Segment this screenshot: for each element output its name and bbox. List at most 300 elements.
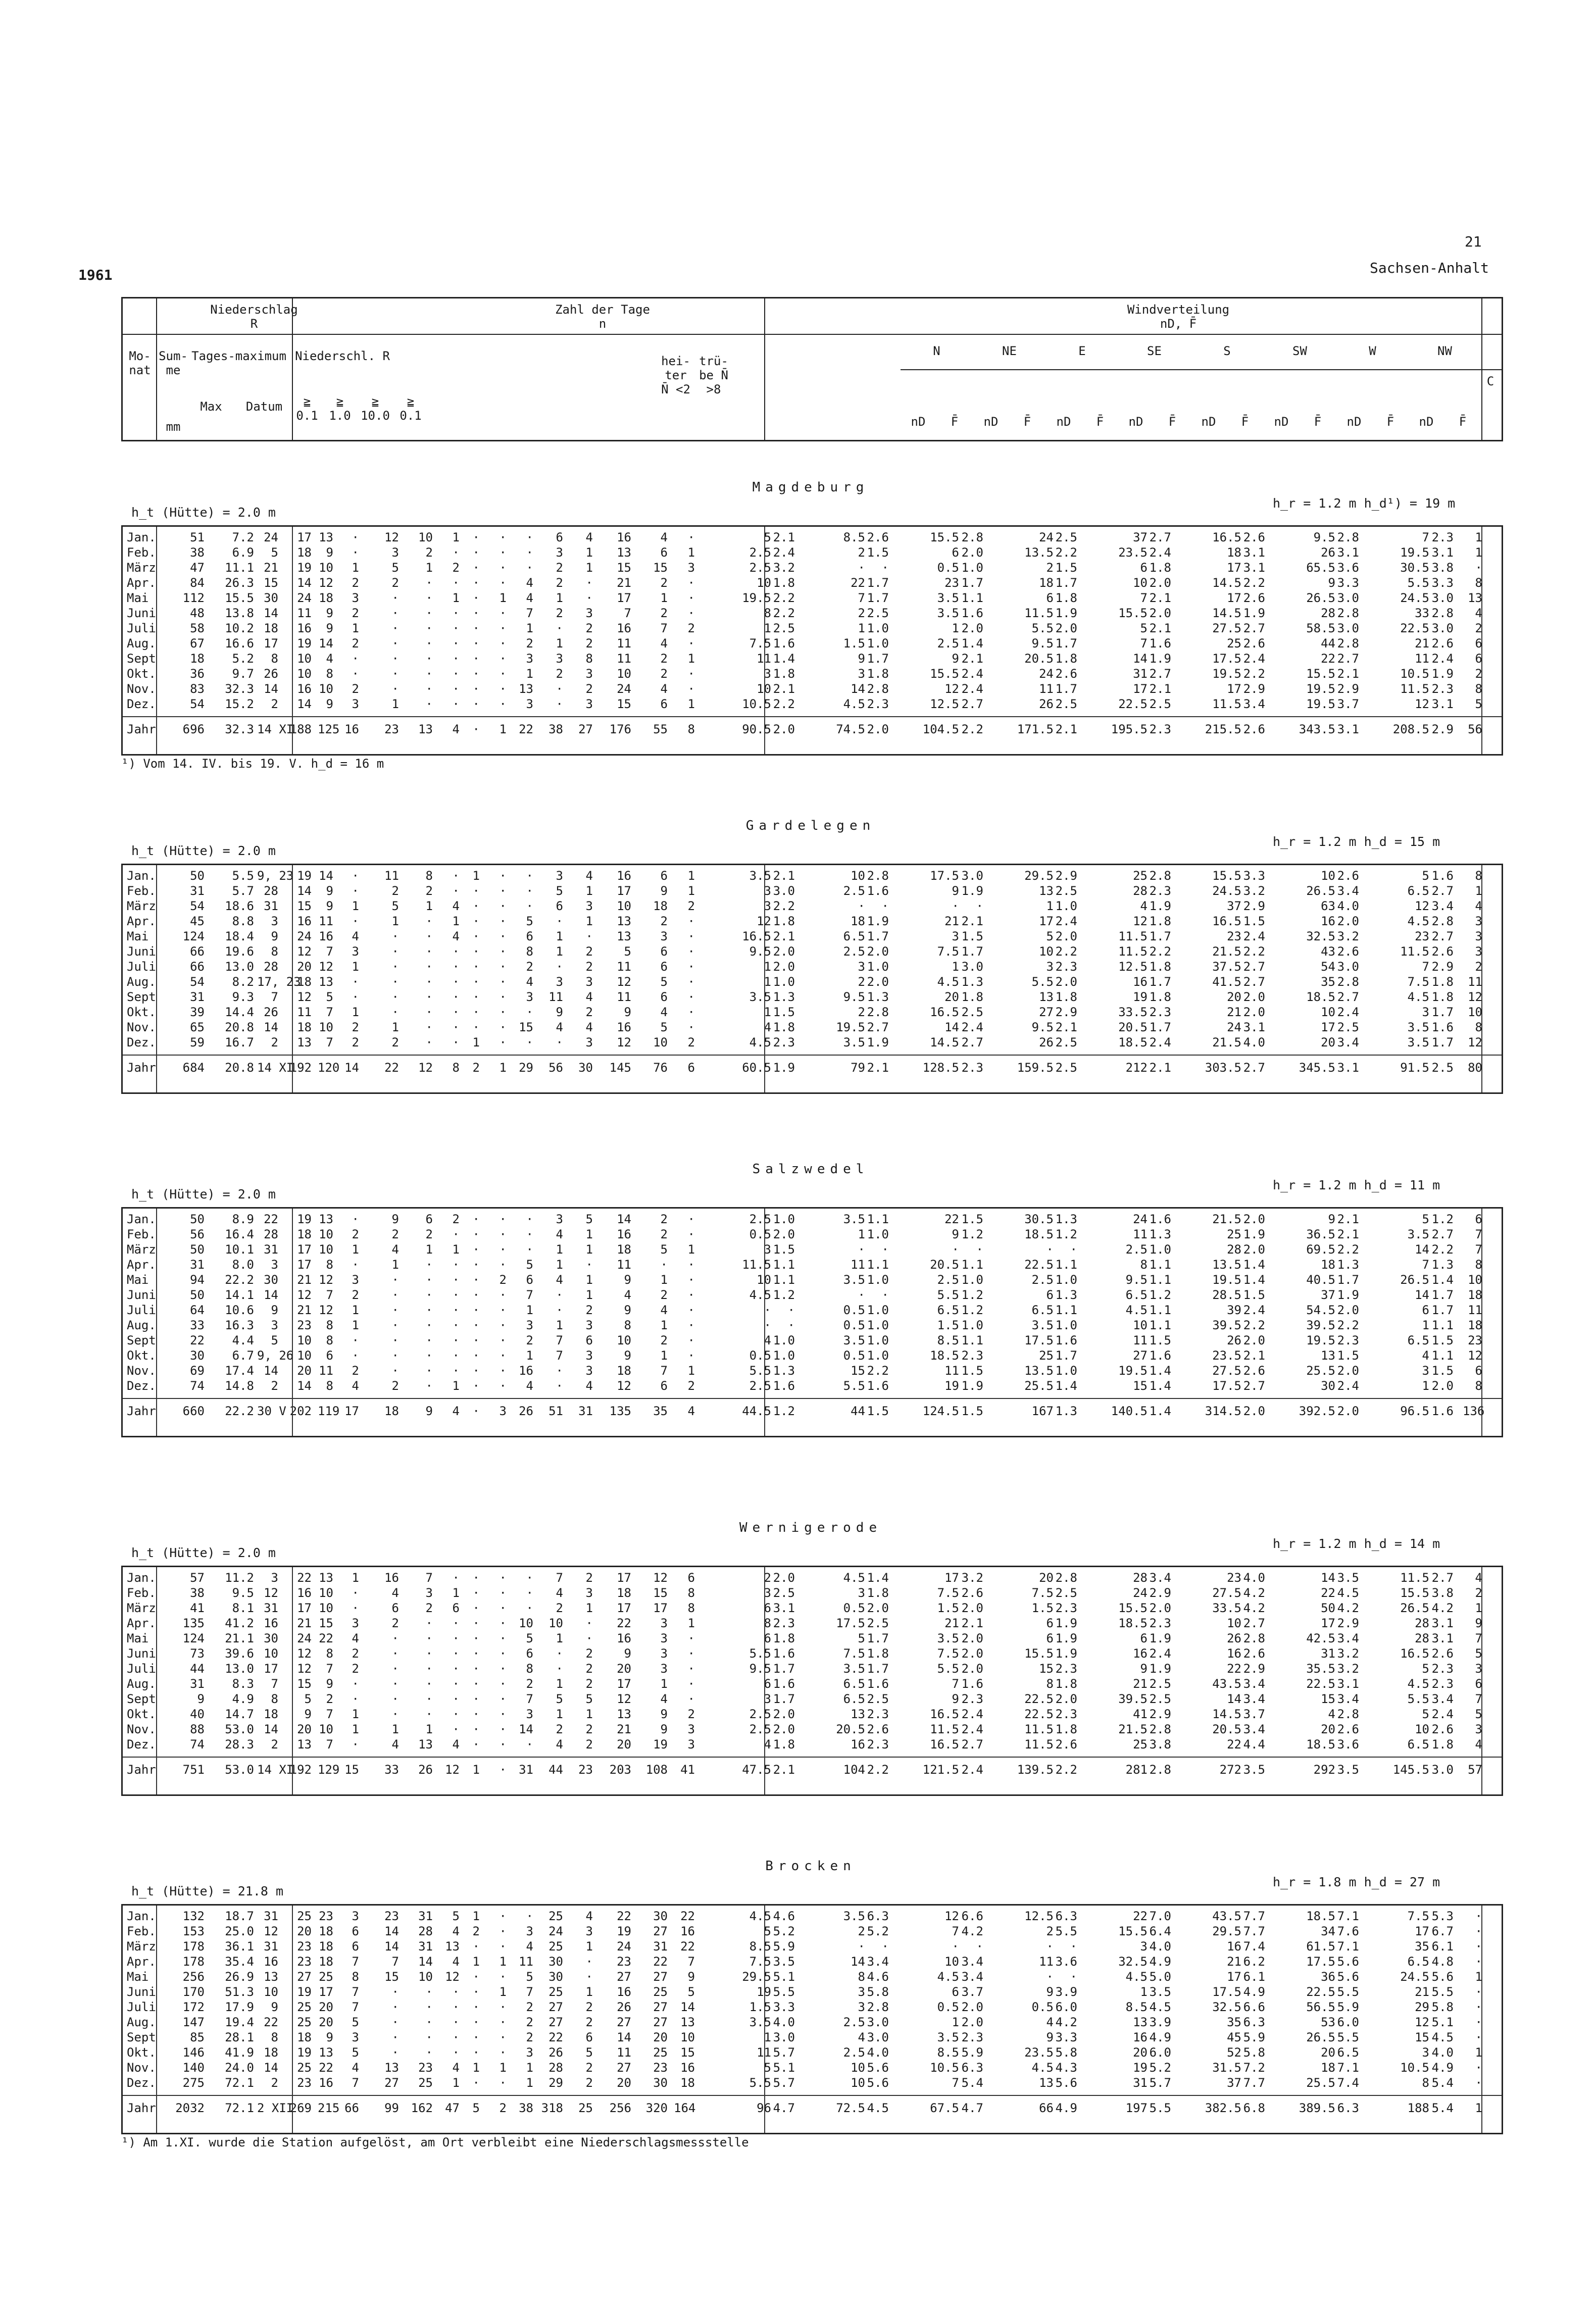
data-cell: 4.9	[1243, 1985, 1265, 1999]
data-cell: 8	[352, 1970, 359, 1984]
data-cell: ·	[472, 914, 480, 928]
data-cell: 6.1	[1243, 1970, 1265, 1984]
station-hr: h_r = 1.2 m h_d = 14 m	[1273, 1536, 1440, 1551]
data-cell: 10	[418, 530, 433, 544]
data-cell: 1.4	[1149, 1379, 1171, 1393]
data-cell: 25.5	[1306, 1364, 1335, 1378]
data-cell: 28	[418, 1924, 433, 1938]
data-cell: 12	[944, 1909, 959, 1923]
data-cell: 2.0	[1243, 1333, 1265, 1347]
data-cell: ·	[452, 606, 460, 620]
data-cell: 2.9	[1243, 1662, 1265, 1676]
data-cell: ·	[425, 1707, 433, 1721]
data-cell: 4	[660, 1692, 668, 1706]
data-cell: 2	[326, 1692, 333, 1706]
data-cell: 42.5	[1306, 1631, 1335, 1645]
data-cell: ·	[687, 682, 695, 696]
data-cell: 8	[326, 1258, 333, 1272]
month-label: Jahr	[127, 1061, 156, 1075]
data-cell: ·	[452, 1333, 460, 1347]
data-cell: 7.7	[1243, 1924, 1265, 1938]
data-cell: 2	[585, 944, 593, 959]
data-cell: 2	[352, 636, 359, 650]
data-cell: ·	[687, 667, 695, 681]
data-cell: 1	[499, 1061, 507, 1075]
data-cell: 1.2	[961, 1288, 983, 1302]
data-cell: 1.5	[749, 2000, 771, 2014]
month-label: März	[127, 1242, 156, 1257]
month-label: Jahr	[127, 1404, 156, 1418]
data-cell: ·	[687, 1692, 695, 1706]
data-cell: 1	[472, 869, 480, 883]
data-cell: 1	[1475, 530, 1482, 544]
data-cell: 24.5	[1400, 591, 1429, 605]
data-cell: ·	[585, 591, 593, 605]
data-cell: 3.1	[1337, 545, 1359, 560]
data-cell: ·	[425, 591, 433, 605]
data-cell: 9	[1328, 1212, 1335, 1226]
data-cell: 9	[624, 1646, 631, 1661]
data-cell: 17.5	[1212, 1985, 1241, 1999]
data-cell: 2.0	[1337, 914, 1359, 928]
data-cell: 4.9	[1149, 2030, 1171, 2044]
data-cell: 50	[190, 1288, 205, 1302]
data-cell: 3.0	[1337, 591, 1359, 605]
data-cell: ·	[452, 1227, 460, 1241]
data-cell: 23	[1415, 929, 1429, 943]
data-cell: 9	[271, 2000, 278, 2014]
data-cell: 14	[384, 1924, 399, 1938]
data-cell: 30	[578, 1061, 593, 1075]
data-cell: 7	[952, 1677, 959, 1691]
data-cell: 3	[556, 869, 563, 883]
data-cell: 8	[764, 606, 771, 620]
data-cell: 2.6	[1243, 722, 1265, 736]
data-cell: 2.2	[1337, 1318, 1359, 1332]
data-cell: 3	[858, 960, 865, 974]
data-cell: 5.6	[1337, 1970, 1359, 1984]
station-hr: h_r = 1.8 m h_d = 27 m	[1273, 1875, 1440, 1889]
data-cell: 30	[190, 1348, 205, 1363]
data-cell: 4	[858, 2030, 865, 2044]
data-cell: 2	[1046, 561, 1054, 575]
data-cell: 21	[297, 1273, 312, 1287]
data-cell: 54	[190, 975, 205, 989]
data-cell: 1.8	[773, 914, 795, 928]
data-cell: 7	[660, 1364, 668, 1378]
data-cell: 44.5	[742, 1404, 771, 1418]
data-cell: 5	[271, 1333, 278, 1347]
data-cell: 19	[297, 2045, 312, 2060]
data-cell: 90.5	[742, 722, 771, 736]
data-cell: 4.2	[1243, 1601, 1265, 1615]
table-row	[123, 575, 1502, 590]
data-cell: 2	[391, 884, 399, 898]
data-cell: 3.2	[773, 561, 795, 575]
data-cell: 23	[578, 1763, 593, 1777]
data-cell: 19.5	[1306, 1333, 1335, 1347]
data-cell: 35.4	[225, 1955, 254, 1969]
data-cell: ·	[425, 960, 433, 974]
data-cell: 5.3	[1431, 1909, 1454, 1923]
data-cell: ·	[452, 1571, 460, 1585]
data-cell: ·	[499, 545, 507, 560]
data-cell: 8	[1422, 2076, 1429, 2090]
data-cell: 61.5	[1306, 1939, 1335, 1954]
data-cell: 1	[1475, 1970, 1482, 1984]
data-cell: 2.7	[1243, 621, 1265, 635]
data-cell: 3.3	[1431, 576, 1454, 590]
data-cell: 4	[585, 869, 593, 883]
data-cell: 26	[1039, 697, 1054, 711]
data-cell: 19	[653, 1737, 668, 1751]
data-cell: 19	[297, 561, 312, 575]
data-cell: 8.9	[232, 1212, 254, 1226]
data-cell: 6	[352, 1939, 359, 1954]
data-cell: 7	[352, 1955, 359, 1969]
month-label: Okt.	[127, 667, 156, 681]
data-cell: 2	[499, 1273, 507, 1287]
month-label: Jan.	[127, 869, 156, 883]
data-cell: 11.5	[1024, 606, 1054, 620]
data-cell: 145	[609, 1061, 631, 1075]
data-cell: ·	[1475, 2000, 1482, 2014]
data-cell: 13	[617, 545, 631, 560]
data-cell: 20.5	[836, 1722, 865, 1736]
data-cell: 11	[617, 652, 631, 666]
data-cell: 11	[1039, 682, 1054, 696]
data-cell: 343.5	[1299, 722, 1335, 736]
data-cell: 22.5	[1306, 1985, 1335, 1999]
data-cell: 11	[519, 1955, 533, 1969]
data-cell: 1.8	[1055, 1677, 1077, 1691]
data-cell: 2.3	[1055, 1707, 1077, 1721]
month-label: Jan.	[127, 1212, 156, 1226]
data-cell: 2.4	[961, 1763, 983, 1777]
month-label: Apr.	[127, 1258, 156, 1272]
data-cell: ·	[687, 591, 695, 605]
data-cell: 1.5	[961, 1364, 983, 1378]
data-cell: 3.4	[1431, 1692, 1454, 1706]
data-cell: 19.5	[1118, 1364, 1148, 1378]
data-cell: 31	[190, 884, 205, 898]
data-cell: 1.0	[867, 1333, 889, 1347]
data-cell: 17	[1227, 1970, 1241, 1984]
data-cell: 17	[617, 1677, 631, 1691]
month-label: März	[127, 561, 156, 575]
data-cell: 5	[526, 1970, 533, 1984]
data-cell: 2.0	[1055, 975, 1077, 989]
data-cell: 2.6	[1243, 591, 1265, 605]
data-cell: 2	[660, 1227, 668, 1241]
data-cell: ·	[352, 975, 359, 989]
data-cell: 14	[418, 1955, 433, 1969]
data-cell: ·	[687, 530, 695, 544]
data-cell: 1.7	[1431, 1288, 1454, 1302]
header-dir-n: N	[933, 344, 940, 358]
data-cell: 3	[660, 1662, 668, 1676]
data-cell: ·	[687, 1662, 695, 1676]
data-cell: 7	[352, 1985, 359, 1999]
data-cell: 1.7	[1055, 576, 1077, 590]
data-cell: 22	[1227, 1662, 1241, 1676]
data-cell: 14	[297, 576, 312, 590]
data-cell: 40.5	[1306, 1273, 1335, 1287]
data-cell: 17	[1227, 591, 1241, 605]
data-cell: 10	[264, 1985, 278, 1999]
data-cell: 14	[944, 1020, 959, 1034]
data-cell: 66	[190, 960, 205, 974]
data-cell: ·	[391, 621, 399, 635]
data-cell: 17.5	[1212, 1379, 1241, 1393]
data-cell: 7	[326, 1707, 333, 1721]
data-cell: 4	[585, 1379, 593, 1393]
data-cell: 1.9	[1149, 1662, 1171, 1676]
data-cell: 14	[297, 1379, 312, 1393]
data-cell: ·	[526, 545, 533, 560]
data-cell: 2.9	[1337, 682, 1359, 696]
data-cell: 4	[452, 1737, 460, 1751]
data-cell: 3.5	[937, 2030, 959, 2044]
data-cell: 5	[624, 944, 631, 959]
data-cell: 1.5	[1149, 1333, 1171, 1347]
data-cell: ·	[352, 1333, 359, 1347]
data-cell: 2.0	[1243, 1242, 1265, 1257]
data-cell: 22	[617, 1616, 631, 1630]
data-cell: ·	[499, 1005, 507, 1019]
data-cell: 74	[190, 1737, 205, 1751]
data-cell: ·	[585, 1955, 593, 1969]
data-cell: 33	[190, 1318, 205, 1332]
header-ge10: ≧ 1.0	[329, 394, 351, 423]
data-cell: ·	[352, 667, 359, 681]
data-cell: 17.5	[930, 869, 959, 883]
data-cell: 2.6	[1337, 944, 1359, 959]
header-nd-nw: nD	[1419, 415, 1434, 429]
data-cell: 3.1	[1243, 1020, 1265, 1034]
data-cell: 2.1	[961, 914, 983, 928]
data-cell: 1	[858, 621, 865, 635]
data-cell: 2	[271, 1379, 278, 1393]
data-cell: 1	[556, 1707, 563, 1721]
data-cell: ·	[499, 1212, 507, 1226]
data-cell: 20	[319, 2015, 333, 2029]
month-label: Mai	[127, 591, 149, 605]
data-cell: ·	[452, 545, 460, 560]
data-cell: 7	[1475, 1242, 1482, 1257]
data-cell: 30	[264, 1273, 278, 1287]
data-cell: 48	[190, 606, 205, 620]
data-cell: 29	[519, 1061, 533, 1075]
data-cell: 5.7	[773, 2076, 795, 2090]
data-cell: 4.5	[749, 1288, 771, 1302]
data-cell: 2.0	[867, 722, 889, 736]
data-cell: 30	[264, 1631, 278, 1645]
data-cell: 57	[190, 1571, 205, 1585]
data-cell: 1.9	[1149, 1631, 1171, 1645]
data-cell: 20	[617, 1662, 631, 1676]
data-cell: 2.6	[1431, 1722, 1454, 1736]
data-cell: 22	[680, 1939, 695, 1954]
data-cell: 3	[526, 1707, 533, 1721]
data-cell: 1.9	[773, 1061, 795, 1075]
data-cell: 3	[764, 1586, 771, 1600]
data-cell: 3	[526, 1318, 533, 1332]
data-cell: 2.1	[1149, 682, 1171, 696]
data-cell: 1	[687, 652, 695, 666]
data-cell: 2.0	[1149, 606, 1171, 620]
data-cell: 3.8	[1149, 1737, 1171, 1751]
data-cell: 43	[1321, 944, 1335, 959]
data-cell: 36.1	[225, 1939, 254, 1954]
data-cell: 3.5	[843, 1662, 865, 1676]
data-cell: 2.4	[961, 682, 983, 696]
data-cell: 14.1	[225, 1288, 254, 1302]
station-name: Brocken	[765, 1859, 856, 1874]
data-cell: 30 V	[257, 1404, 286, 1418]
data-cell: 10	[418, 1970, 433, 1984]
data-cell: 11.5	[1400, 682, 1429, 696]
data-cell: 18.5	[930, 1348, 959, 1363]
data-cell: 2.3	[1149, 1616, 1171, 1630]
data-cell: ·	[499, 1970, 507, 1984]
data-cell: 22	[264, 1212, 278, 1226]
data-cell: 1.7	[1431, 1005, 1454, 1019]
data-cell: 25	[1039, 1348, 1054, 1363]
data-cell: ·	[687, 1212, 695, 1226]
data-cell: 19	[1133, 990, 1148, 1004]
data-cell: 2.0	[1337, 1404, 1359, 1418]
data-cell: 4	[391, 1242, 399, 1257]
month-label: Dez.	[127, 1379, 156, 1393]
data-cell: ·	[472, 1586, 480, 1600]
data-cell: ·	[556, 914, 563, 928]
data-cell: 1.4	[1243, 1273, 1265, 1287]
table-row	[123, 590, 1502, 606]
data-cell: 1.0	[1149, 1242, 1171, 1257]
data-cell: 5.9	[773, 1939, 795, 1954]
data-cell: 3.4	[1337, 884, 1359, 898]
data-cell: 2.3	[867, 1737, 889, 1751]
data-cell: 96.5	[1400, 1404, 1429, 1418]
table-row	[123, 1737, 1502, 1752]
data-cell: ·	[858, 899, 865, 913]
data-cell: 1.8	[773, 1020, 795, 1034]
data-cell: 314.5	[1205, 1404, 1241, 1418]
data-cell: 8	[585, 652, 593, 666]
data-cell: 9	[271, 929, 278, 943]
data-cell: 10	[851, 2061, 865, 2075]
data-cell: 5.5	[1031, 975, 1054, 989]
data-cell: 1.2	[1149, 1288, 1171, 1302]
data-cell: ·	[556, 1035, 563, 1049]
data-cell: 0.5	[749, 1348, 771, 1363]
table-row	[123, 606, 1502, 621]
data-cell: 6	[1046, 1288, 1054, 1302]
data-cell: 2.0	[773, 960, 795, 974]
data-cell: 19	[944, 1379, 959, 1393]
month-label: Jan.	[127, 1571, 156, 1585]
data-cell: 23	[384, 722, 399, 736]
data-cell: ·	[472, 636, 480, 650]
data-cell: 1.2	[773, 1404, 795, 1418]
data-cell: 16	[617, 530, 631, 544]
month-label: Juli	[127, 1662, 156, 1676]
data-cell: 12	[1415, 697, 1429, 711]
data-cell: 4.4	[1243, 1737, 1265, 1751]
data-cell: ·	[391, 1303, 399, 1317]
data-cell: 1.3	[1055, 1404, 1077, 1418]
data-cell: 2.8	[1149, 869, 1171, 883]
station-hr: h_r = 1.2 m h_d = 11 m	[1273, 1178, 1440, 1192]
data-cell: 22.5	[1024, 1707, 1054, 1721]
data-cell: 3	[271, 914, 278, 928]
month-label: Apr.	[127, 914, 156, 928]
data-cell: ·	[352, 869, 359, 883]
data-cell: 1.1	[773, 1273, 795, 1287]
data-cell: 54	[190, 899, 205, 913]
data-cell: 6.5	[843, 929, 865, 943]
data-cell: 2.4	[1337, 1379, 1359, 1393]
data-cell: 2.7	[1243, 1616, 1265, 1630]
data-cell: 2.3	[1149, 1005, 1171, 1019]
data-cell: 119	[318, 1404, 340, 1418]
data-cell: 167	[1031, 1404, 1054, 1418]
data-cell: 39.5	[1118, 1692, 1148, 1706]
data-cell: 17	[297, 1258, 312, 1272]
data-cell: 1.0	[867, 1273, 889, 1287]
data-cell: 20.5	[1024, 652, 1054, 666]
data-cell: 6.6	[1243, 2000, 1265, 2014]
data-cell: 1	[352, 1571, 359, 1585]
data-cell: 52	[1227, 2045, 1241, 2060]
data-cell: 1	[452, 1242, 460, 1257]
data-cell: 28	[1133, 884, 1148, 898]
header-dir-se: SE	[1147, 344, 1162, 358]
data-cell: ·	[585, 1258, 593, 1272]
data-cell: 2	[499, 2101, 507, 2115]
data-cell: 3.4	[867, 1955, 889, 1969]
data-cell: 1.2	[961, 1227, 983, 1241]
data-cell: 16	[617, 621, 631, 635]
data-cell: ·	[425, 2045, 433, 2060]
header-dir-ne: NE	[1002, 344, 1017, 358]
data-cell: 18	[384, 1404, 399, 1418]
data-cell: ·	[1475, 2076, 1482, 2090]
data-cell: 4	[660, 1005, 668, 1019]
data-cell: 6.5	[843, 1692, 865, 1706]
data-cell: 11	[1039, 1955, 1054, 1969]
data-cell: 1	[1475, 1601, 1482, 1615]
data-cell: ·	[472, 929, 480, 943]
data-cell: 2.2	[773, 697, 795, 711]
data-cell: 94	[190, 1273, 205, 1287]
data-cell: 1	[764, 1005, 771, 1019]
data-cell: 5.1	[773, 1970, 795, 1984]
data-cell: 24	[297, 591, 312, 605]
data-cell: 4	[452, 722, 460, 736]
data-cell: ·	[660, 1258, 668, 1272]
data-cell: 2.2	[1149, 944, 1171, 959]
data-cell: 2	[352, 682, 359, 696]
data-cell: 2	[585, 1646, 593, 1661]
data-cell: 8	[326, 1318, 333, 1332]
data-cell: 30	[548, 1970, 563, 1984]
data-cell: 3	[556, 975, 563, 989]
data-cell: ·	[472, 1677, 480, 1691]
data-cell: 0.5	[843, 1601, 865, 1615]
header-niederschl-r: Niederschl. R	[295, 349, 390, 363]
